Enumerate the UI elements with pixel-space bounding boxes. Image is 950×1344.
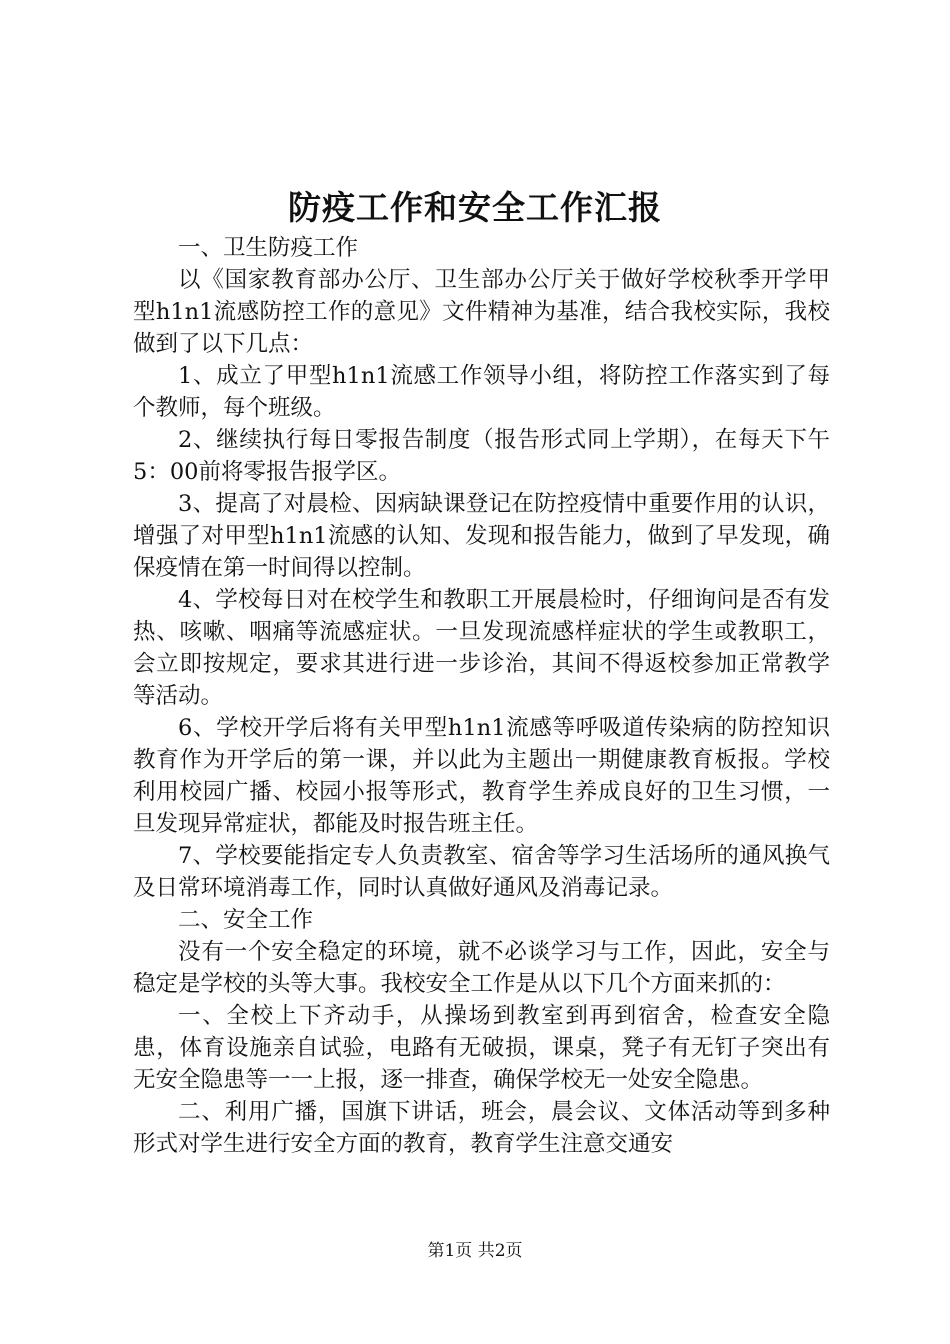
paragraph: 2、继续执行每日零报告制度（报告形式同上学期），在每天下午5：00前将零报告报学区。: [133, 427, 830, 485]
paragraph: 6、学校开学后将有关甲型h1n1流感等呼吸道传染病的防控知识教育作为开学后的第一课，并以此为主题出一期健康教育板报。学校利用校园广播、校园小报等形式，教育学生养成良好的卫生习惯，一旦发现异常症状，都能及时报告班主任。: [133, 715, 830, 837]
paragraph: 以《国家教育部办公厅、卫生部办公厅关于做好学校秋季开学甲型h1n1流感防控工作的意见》文件精神为基准，结合我校实际，我校做到了以下几点：: [133, 267, 830, 357]
section-heading-safety: 二、安全工作: [178, 907, 314, 933]
paragraph: 没有一个安全稳定的环境，就不必谈学习与工作，因此，安全与稳定是学校的头等大事。我校安全工作是从以下几个方面来抓的：: [133, 939, 830, 997]
document-body: [133, 232, 830, 1160]
paragraph: 3、提高了对晨检、因病缺课登记在防控疫情中重要作用的认识，增强了对甲型h1n1流感的认知、发现和报告能力，做到了早发现，确保疫情在第一时间得以控制。: [133, 491, 830, 581]
page-number-footer: 第1页 共2页: [427, 1241, 523, 1261]
document-title: 防疫工作和安全工作汇报: [288, 188, 662, 227]
paragraph: 7、学校要能指定专人负责教室、宿舍等学习生活场所的通风换气及日常环境消毒工作，同时认真做好通风及消毒记录。: [133, 843, 830, 901]
paragraph: 4、学校每日对在校学生和教职工开展晨检时，仔细询问是否有发热、咳嗽、咽痛等流感症状。一旦发现流感样症状的学生或教职工，会立即按规定，要求其进行进一步诊治，其间不得返校参加正常教学等活动。: [133, 587, 830, 709]
paragraph: 1、成立了甲型h1n1流感工作领导小组，将防控工作落实到了每个教师，每个班级。: [133, 363, 830, 421]
paragraph: 一、全校上下齐动手，从操场到教室到再到宿舍，检查安全隐患，体育设施亲自试验，电路有无破损，课桌，凳子有无钉子突出有无安全隐患等一一上报，逐一排查，确保学校无一处安全隐患。: [133, 1003, 830, 1093]
paragraph: 二、利用广播，国旗下讲话，班会，晨会议、文体活动等到多种形式对学生进行安全方面的教育，教育学生注意交通安: [133, 1099, 830, 1157]
section-heading-hygiene: 一、卫生防疫工作: [178, 235, 359, 261]
